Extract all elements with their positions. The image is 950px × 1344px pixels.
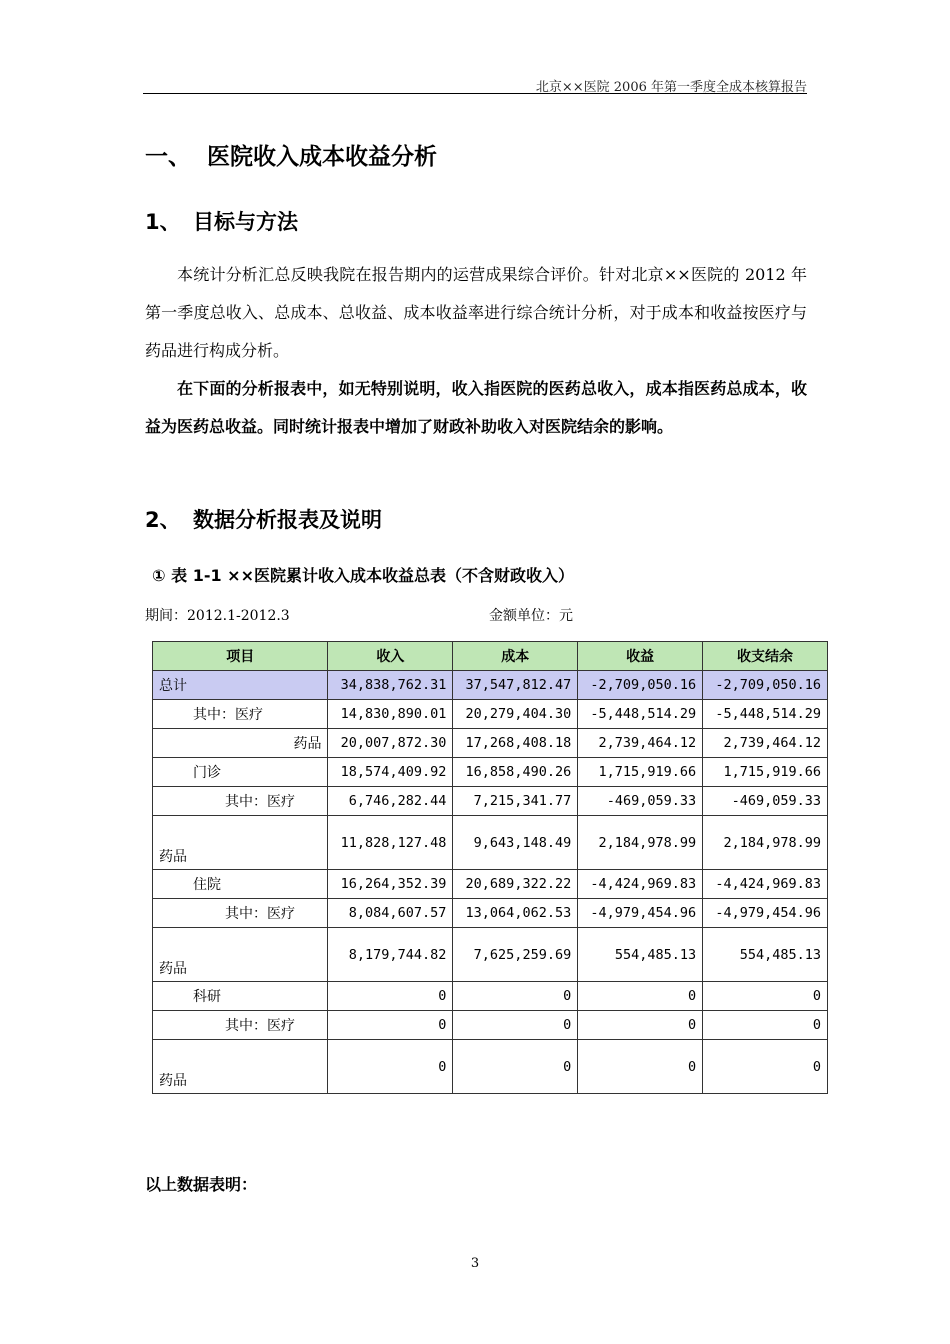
table-header-row [153,642,828,671]
table-cell: 0 [328,1040,453,1094]
table-cell: 9,643,148.49 [453,816,578,870]
period-label: 期间：2012.1-2012.3 [145,608,290,624]
table-cell: 16,858,490.26 [453,758,578,787]
table-row [153,816,828,870]
table-cell: 0 [578,1040,703,1094]
row-label: 药品 [153,816,328,870]
table-cell: 0 [703,1040,828,1094]
table-cell: 8,179,744.82 [328,928,453,982]
table-row [153,928,828,982]
table-cell: 0 [453,1040,578,1094]
subsection-number: 2、 [145,508,181,532]
table-row [153,899,828,928]
table-row [153,870,828,899]
conclusion-label: 以上数据表明： [145,1175,258,1194]
table-row [153,1011,828,1040]
table-row [153,1040,828,1094]
table-cell: 2,739,464.12 [703,729,828,758]
table-cell: 14,830,890.01 [328,700,453,729]
definition-paragraph: 在下面的分析报表中，如无特别说明，收入指医院的医药总收入，成本指医药总成本，收益为医药总收益。同时统计报表中增加了财政补助收入对医院结余的影响。 [145,379,807,436]
table-cell: -2,709,050.16 [578,671,703,700]
table-cell: 20,689,322.22 [453,870,578,899]
table-row [153,787,828,816]
column-header: 成本 [453,642,578,671]
row-label: 其中：医疗 [153,700,328,729]
table-cell: -4,979,454.96 [578,899,703,928]
section-heading [145,138,437,171]
table-cell: 20,007,872.30 [328,729,453,758]
table-cell: 0 [453,982,578,1011]
table-row [153,982,828,1011]
table-cell: 0 [328,1011,453,1040]
row-label: 总计 [153,671,328,700]
table-cell: 0 [453,1011,578,1040]
table-cell: 11,828,127.48 [328,816,453,870]
section-title: 医院收入成本收益分析 [207,144,437,170]
row-label: 其中：医疗 [153,899,328,928]
table-cell: 7,215,341.77 [453,787,578,816]
row-label: 住院 [153,870,328,899]
table-cell: 0 [578,982,703,1011]
table-row [153,758,828,787]
table-cell: 17,268,408.18 [453,729,578,758]
table-cell: 6,746,282.44 [328,787,453,816]
section-number: 一、 [145,144,191,170]
table-row [153,700,828,729]
column-header: 收支结余 [703,642,828,671]
table-cell: -5,448,514.29 [703,700,828,729]
row-label: 其中：医疗 [153,787,328,816]
table-cell: 0 [328,982,453,1011]
row-label: 药品 [153,1040,328,1094]
table-cell: 1,715,919.66 [703,758,828,787]
table-title: ① 表 1-1 ××医院累计收入成本收益总表（不含财政收入） [152,566,574,585]
page-number: 3 [470,1256,480,1271]
table-cell: 2,184,978.99 [578,816,703,870]
table-cell: 18,574,409.92 [328,758,453,787]
table-cell: 0 [703,1011,828,1040]
table-cell: -5,448,514.29 [578,700,703,729]
column-header: 项目 [153,642,328,671]
subsection-number: 1、 [145,210,181,234]
table-cell: 37,547,812.47 [453,671,578,700]
table-cell: -2,709,050.16 [703,671,828,700]
table-cell: -469,059.33 [703,787,828,816]
table-cell: 0 [703,982,828,1011]
row-label: 科研 [153,982,328,1011]
table-cell: 2,739,464.12 [578,729,703,758]
column-header: 收益 [578,642,703,671]
table-cell: 20,279,404.30 [453,700,578,729]
table-cell: 554,485.13 [703,928,828,982]
table-cell: 13,064,062.53 [453,899,578,928]
subsection-title: 数据分析报表及说明 [193,508,382,532]
row-label: 药品 [153,729,328,758]
table-cell: 8,084,607.57 [328,899,453,928]
running-header: 北京××医院 2006 年第一季度全成本核算报告 [535,80,807,95]
column-header: 收入 [328,642,453,671]
subsection-title: 目标与方法 [193,210,298,234]
row-label: 门诊 [153,758,328,787]
table-cell: -4,424,969.83 [578,870,703,899]
table-cell: 554,485.13 [578,928,703,982]
table-cell: -469,059.33 [578,787,703,816]
table-cell: 2,184,978.99 [703,816,828,870]
table-cell: -4,424,969.83 [703,870,828,899]
subsection-heading-1 [145,206,298,236]
table-cell: 34,838,762.31 [328,671,453,700]
method-paragraph: 本统计分析汇总反映我院在报告期内的运营成果综合评价。针对北京××医院的 2012 年第一季度总收入、总成本、总收益、成本收益率进行综合统计分析，对于成本和收益按医疗与药品进行构成分析。 [145,265,807,360]
table-cell: 16,264,352.39 [328,870,453,899]
row-label: 其中：医疗 [153,1011,328,1040]
table-cell: 7,625,259.69 [453,928,578,982]
header-rule [143,93,807,94]
subsection-heading-2 [145,504,382,534]
unit-label: 金额单位：元 [489,608,573,624]
summary-table [152,641,828,1094]
row-label: 药品 [153,928,328,982]
table-cell: 0 [578,1011,703,1040]
table-row [153,729,828,758]
table-cell: -4,979,454.96 [703,899,828,928]
table-cell: 1,715,919.66 [578,758,703,787]
table-row [153,671,828,700]
